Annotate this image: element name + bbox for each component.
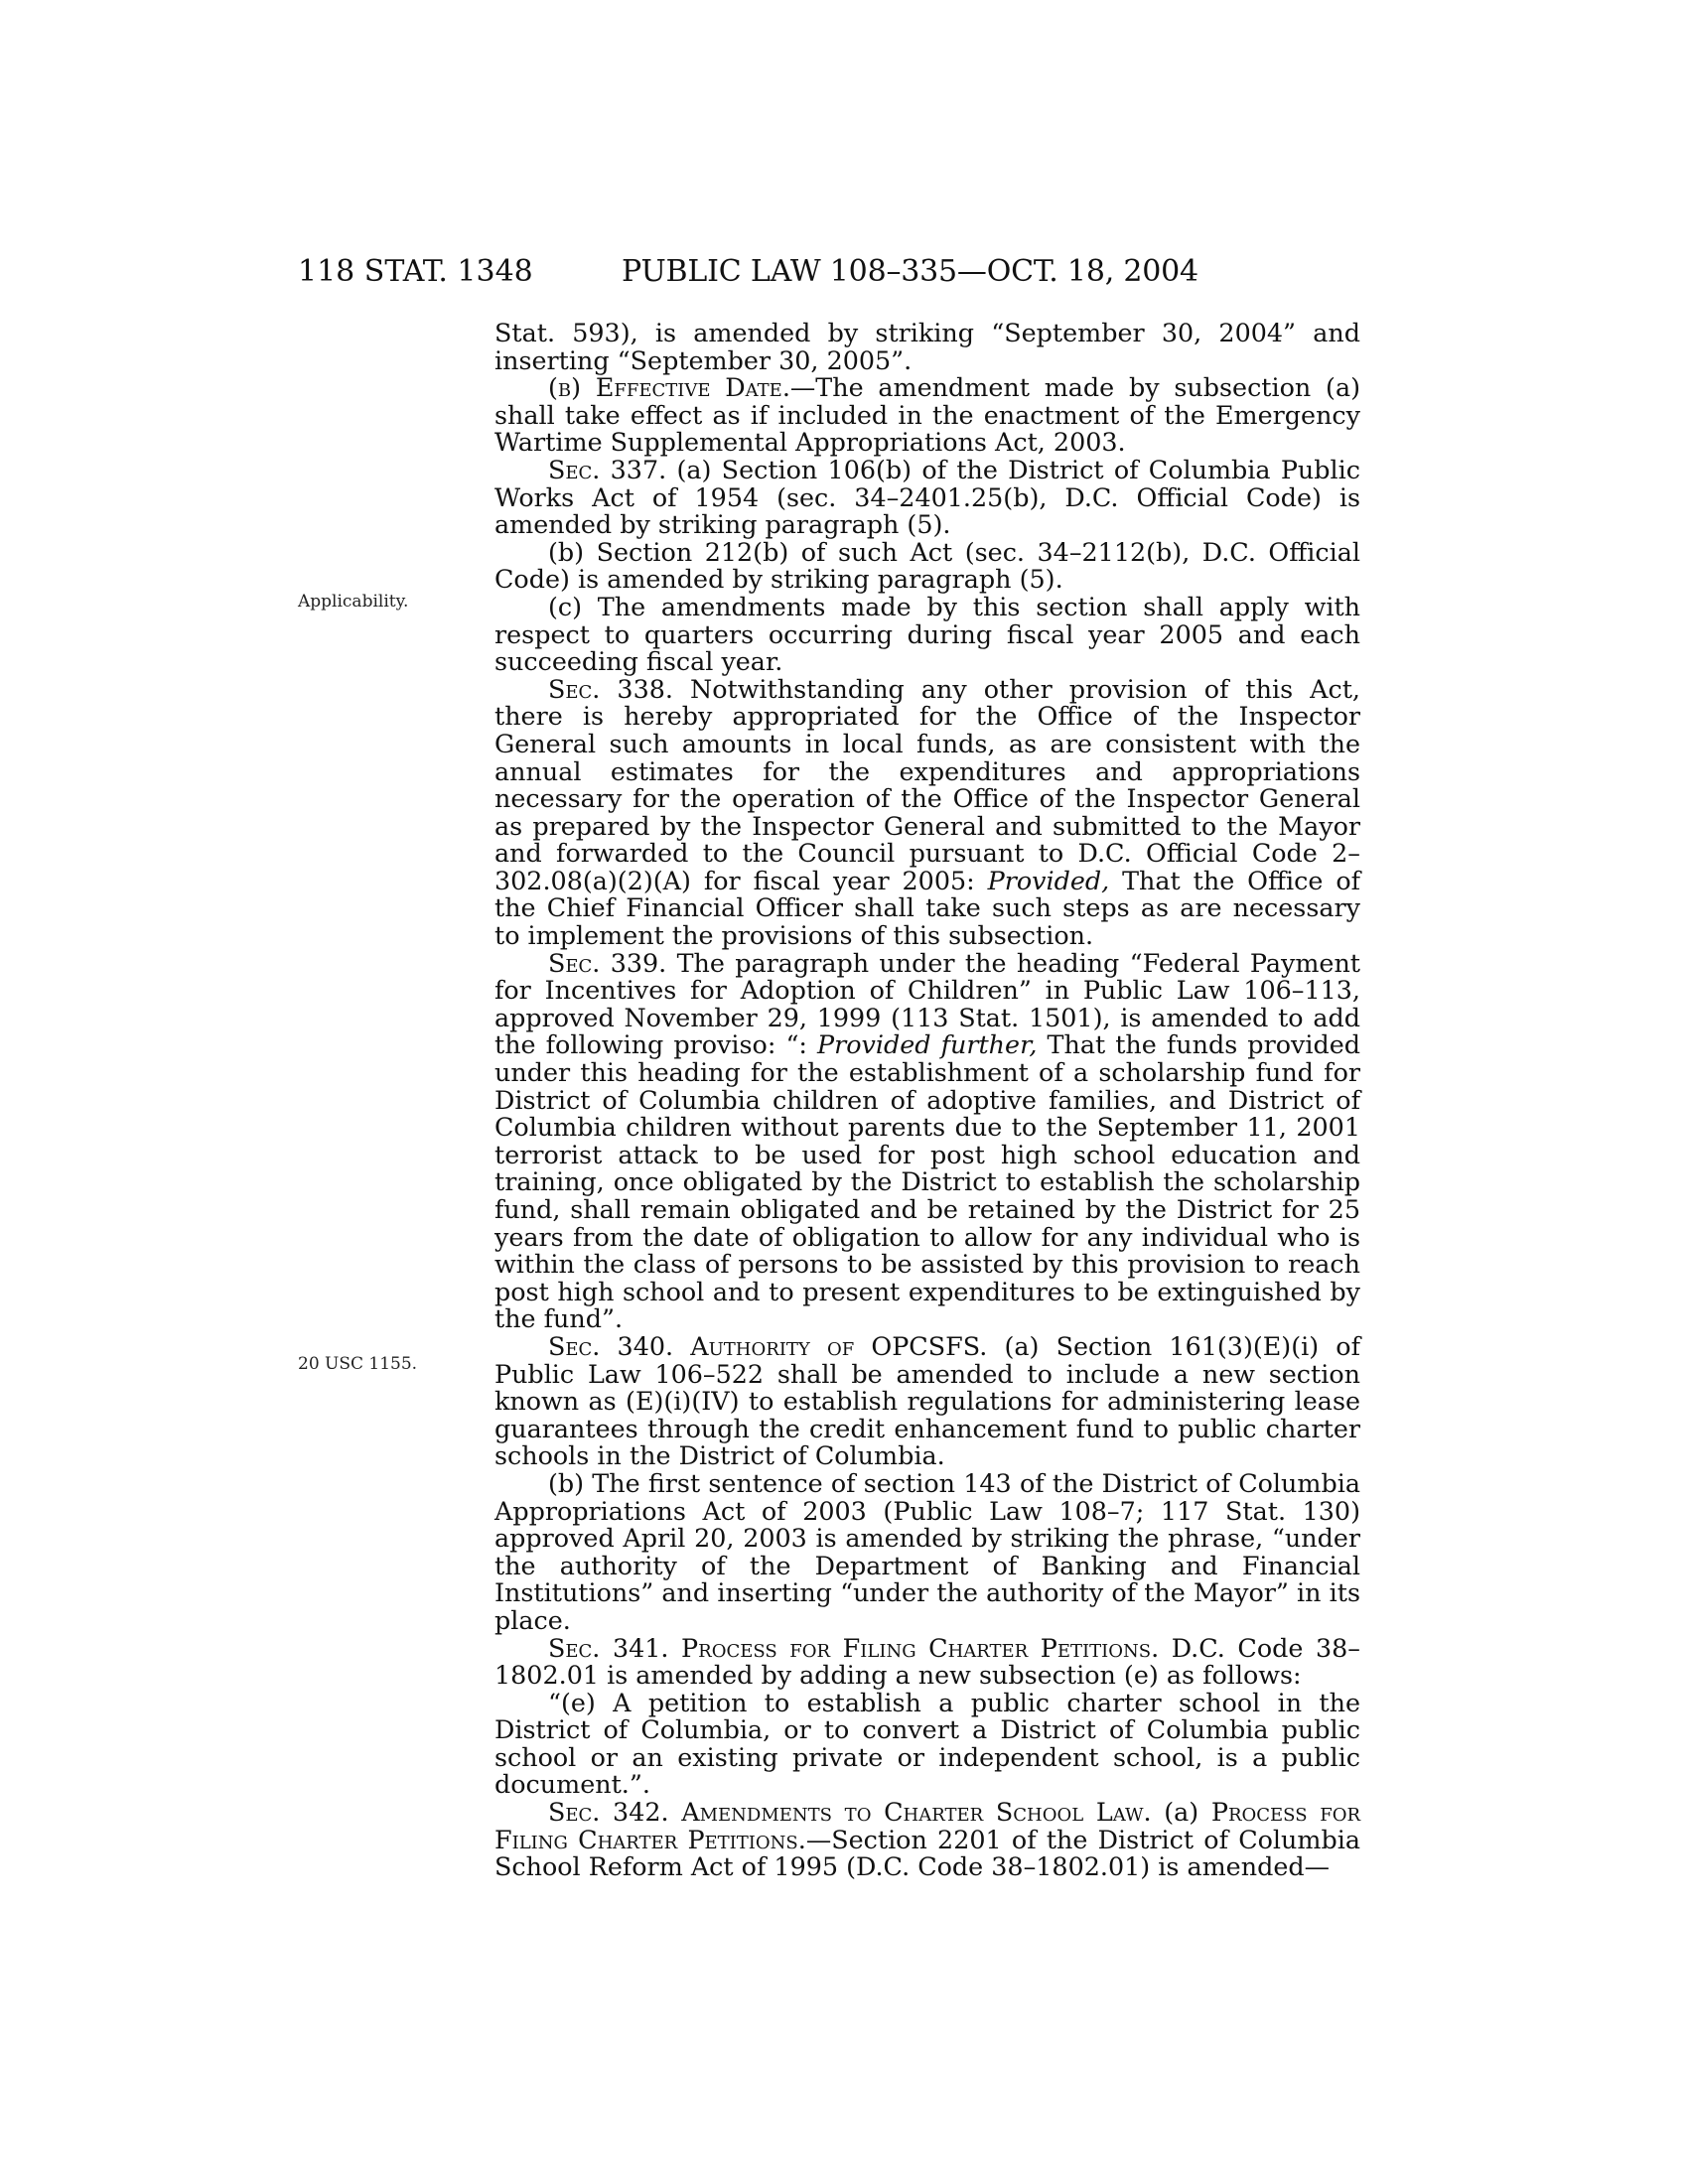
margin-note-usc: 20 USC 1155. — [298, 1354, 418, 1374]
sec-339-label: Sec. 339. — [548, 947, 667, 978]
document-body — [494, 320, 1360, 1881]
paragraph-continuation: Stat. 593), is amended by striking “September 30, 2004” and inserting “September 30, 2005”. — [494, 318, 1360, 375]
sec-341-text: D.C. Code 38–1802.01 is amended by adding a new subsection (e) as follows: — [494, 1632, 1360, 1691]
sec-342-subsection: (a) — [1151, 1797, 1211, 1828]
sec-339-text-a: The paragraph under the heading “Federal Payment for Incentives for Adoption of Children” in Public Law 106–113, approved November 29, 1999 (113 Stat. 1501), is amended to add the following proviso: “: — [494, 947, 1360, 1060]
sec-342-label: Sec. 342. Amendments to Charter School Law. — [548, 1797, 1152, 1828]
paragraph-sec-340 — [494, 1330, 1360, 1471]
paragraph-sec-341-e: “(e) A petition to establish a public charter school in the District of Columbia, or to convert a District of Columbia public school or an existing private or independent school, is a public document.”. — [494, 1687, 1360, 1800]
sec-340-label: Sec. 340. Authority of OPCSFS. — [548, 1330, 988, 1361]
margin-note-applicability: Applicability. — [298, 592, 409, 612]
sec-339-provided-further: Provided further, — [817, 1029, 1038, 1060]
effective-date-label: (b) Effective Date.— — [548, 372, 816, 403]
sec-340-text: (a) Section 161(3)(E)(i) of Public Law 106–522 shall be amended to include a new section known as (E)(i)(IV) to establish regulations for administering lease guarantees through the credit enhancement fund to public charter schools in the District of Columbia. — [494, 1330, 1360, 1471]
statute-page-number: 118 STAT. 1348 — [298, 254, 533, 289]
sec-337-label: Sec. 337. — [548, 454, 667, 484]
sec-337-text: (a) Section 106(b) of the District of Columbia Public Works Act of 1954 (sec. 34–2401.25(b), D.C. Official Code) is amended by striking paragraph (5). — [494, 454, 1360, 540]
paragraph-sec-337-b: (b) Section 212(b) of such Act (sec. 34–2112(b), D.C. Official Code) is amended by striking paragraph (5). — [494, 536, 1360, 595]
sec-342-heading: Process for Filing Charter Petitions.— — [494, 1797, 1361, 1854]
sec-341-label: Sec. 341. Process for Filing Charter Petitions. — [548, 1632, 1160, 1663]
paragraph-sec-337 — [494, 454, 1360, 540]
paragraph-effective-date — [494, 374, 1360, 457]
paragraph-sec-340-b: (b) The first sentence of section 143 of the District of Columbia Appropriations Act of 2003 (Public Law 108–7; 117 Stat. 130) approved April 20, 2003 is amended by striking the phrase, “under the authority of the Department of Banking and Financial Institutions” and inserting “under the authority of the Mayor” in its place. — [494, 1467, 1360, 1635]
sec-338-provided: Provided, — [987, 865, 1110, 895]
sec-338-text-a: Notwithstanding any other provision of this Act, there is hereby appropriated for the Office of the Inspector General such amounts in local funds, as are consistent with the annual estimates for the expenditures and appropriations necessary for the operation of the Office of the Inspector General as prepared by the Inspector General and submitted to the Mayor and forwarded to the Council pursuant to D.C. Official Code 2–302.08(a)(2)(A) for fiscal year 2005: — [494, 673, 1361, 895]
sec-339-text-b: That the funds provided under this heading for the establishment of a scholarship fund for District of Columbia children of adoptive families, and District of Columbia children without parents due to the September 11, 2001 terrorist attack to be used for post high school education and training, once obligated by the District to establish the scholarship fund, shall remain obligated and be retained by the District for 25 years from the date of obligation to allow for any individual who is within the class of persons to be assisted by this provision to reach post high school and to present expenditures to be extinguished by the fund”. — [494, 1029, 1360, 1334]
sec-342-text: Section 2201 of the District of Columbia School Reform Act of 1995 (D.C. Code 38–1802.01) is amended— — [494, 1824, 1360, 1882]
sec-338-text-b: That the Office of the Chief Financial Officer shall take such steps as are necessary to implement the provisions of this subsection. — [494, 865, 1360, 951]
paragraph-sec-337-c: (c) The amendments made by this section shall apply with respect to quarters occurring during fiscal year 2005 and each succeeding fiscal year. — [494, 591, 1360, 677]
running-header — [298, 250, 1362, 294]
paragraph-sec-339 — [494, 947, 1360, 1334]
paragraph-sec-338 — [494, 673, 1361, 951]
public-law-title: PUBLIC LAW 108–335—OCT. 18, 2004 — [622, 254, 1198, 289]
sec-338-label: Sec. 338. — [548, 673, 673, 704]
paragraph-sec-341 — [494, 1632, 1360, 1691]
effective-date-text: The amendment made by subsection (a) shall take effect as if included in the enactment of the Emergency Wartime Supplemental Appropriations Act, 2003. — [494, 372, 1361, 458]
paragraph-sec-342 — [494, 1799, 1360, 1881]
